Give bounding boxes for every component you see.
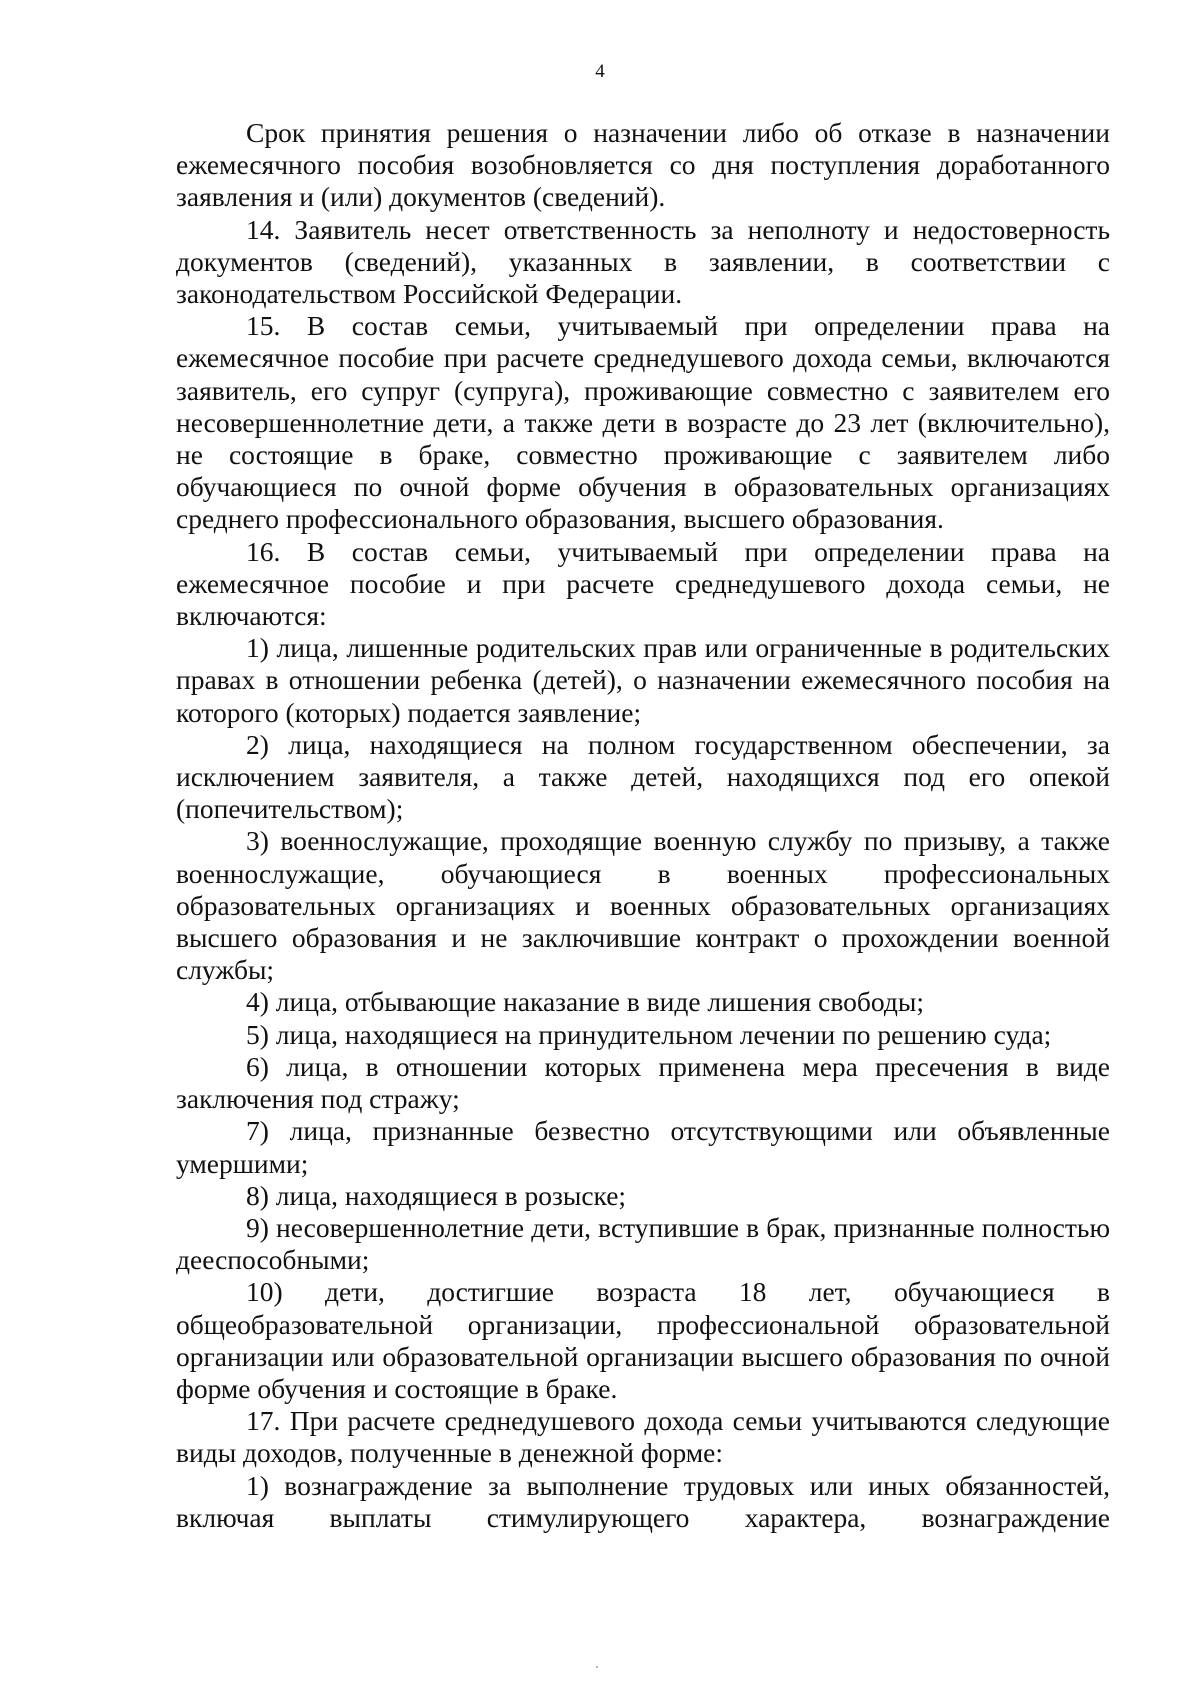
paragraph-decision-deadline: Срок принятия решения о назначении либо об отказе в назначении ежемесячного пособия возобновляется со дня поступления доработанного заявления и (или) документов (сведений).	[176, 117, 1110, 213]
scan-speck	[596, 1666, 598, 1668]
page-number: 4	[595, 61, 605, 82]
list-item-16-1: 1) лица, лишенные родительских прав или ограниченные в родительских правах в отношении ребенка (детей), о назначении ежемесячного пособия на которого (которых) подается заявление;	[176, 632, 1110, 728]
list-item-16-6: 6) лица, в отношении которых применена мера пресечения в виде заключения под стражу;	[176, 1050, 1110, 1115]
paragraph-14-responsibility: 14. Заявитель несет ответственность за неполноту и недостоверность документов (сведений), указанных в заявлении, в соответствии с законодательством Российской Федерации.	[176, 213, 1110, 310]
paragraph-17-income-types: 17. При расчете среднедушевого дохода семьи учитываются следующие виды доходов, полученные в денежной форме:	[176, 1405, 1110, 1469]
list-item-16-5: 5) лица, находящиеся на принудительном лечении по решению суда;	[246, 1018, 1052, 1050]
paragraph-15-family-composition: 15. В состав семьи, учитываемый при определении права на ежемесячное пособие при расчете среднедушевого дохода семьи, включаются заявитель, его супруг (супруга), проживающие совместно с заявителем его несовершеннолетние дети, а также дети в возрасте до 23 лет (включительно), не состоящие в браке, совместно проживающие с заявителем либо обучающиеся по очной форме обучения в образовательных организациях среднего профессионального образования, высшего образования.	[176, 310, 1110, 535]
list-item-16-8: 8) лица, находящиеся в розыске;	[246, 1179, 627, 1211]
paragraph-16-excluded-persons: 16. В состав семьи, учитываемый при определении права на ежемесячное пособие и при расчете среднедушевого дохода семьи, не включаются:	[176, 535, 1110, 632]
list-item-16-9: 9) несовершеннолетние дети, вступившие в брак, признанные полностью дееспособными;	[176, 1211, 1110, 1276]
list-item-16-7: 7) лица, признанные безвестно отсутствующими или объявленные умершими;	[176, 1115, 1110, 1179]
list-item-16-4: 4) лица, отбывающие наказание в виде лишения свободы;	[246, 986, 924, 1018]
list-item-16-10: 10) дети, достигшие возраста 18 лет, обучающиеся в общеобразовательной организации, профессиональной образовательной организации или образовательной организации высшего образования по очной форме обучения и состоящие в браке.	[176, 1276, 1110, 1404]
list-item-17-1: 1) вознаграждение за выполнение трудовых или иных обязанностей, включая выплаты стимулирующего характера, вознаграждение	[176, 1469, 1110, 1533]
list-item-16-3: 3) военнослужащие, проходящие военную службу по призыву, а также военнослужащие, обучающиеся в военных профессиональных образовательных организациях и военных образовательных организациях высшего образования и не заключившие контракт о прохождении военной службы;	[176, 825, 1110, 986]
document-body	[176, 117, 1110, 1534]
list-item-16-2: 2) лица, находящиеся на полном государственном обеспечении, за исключением заявителя, а также детей, находящихся под его опекой (попечительством);	[176, 728, 1110, 825]
